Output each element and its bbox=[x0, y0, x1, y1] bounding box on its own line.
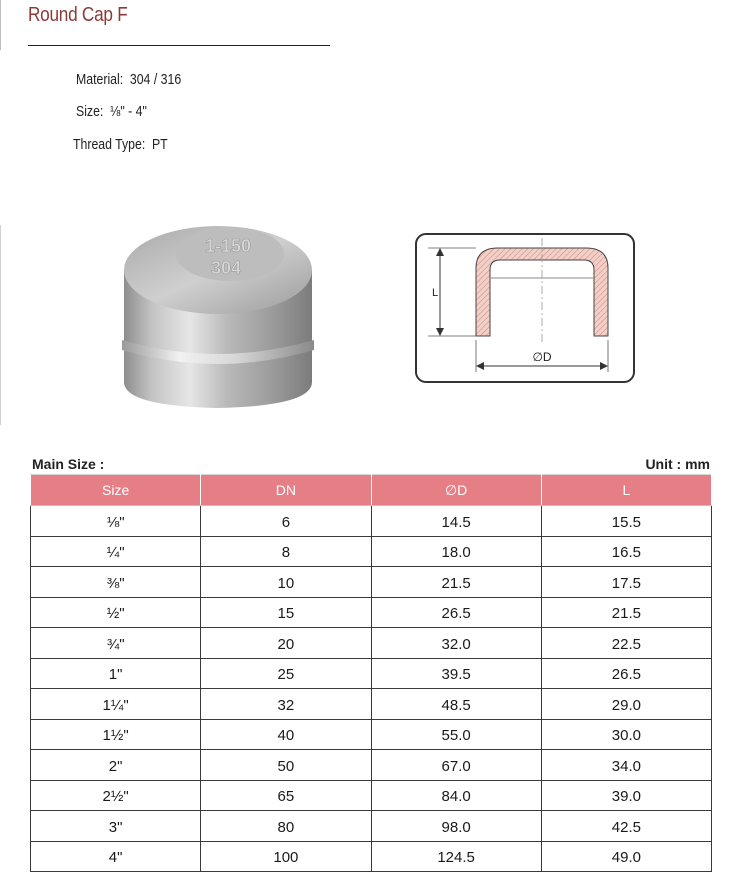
cell-size: ⅛" bbox=[31, 506, 201, 537]
cell-length: 49.0 bbox=[541, 841, 711, 872]
spec-value: PT bbox=[151, 136, 168, 153]
spec-label: Thread Type bbox=[73, 136, 142, 153]
cell-dn: 32 bbox=[201, 689, 371, 720]
cell-size: 1" bbox=[31, 658, 201, 689]
column-header-length: L bbox=[541, 475, 711, 506]
cell-diameter: 21.5 bbox=[371, 567, 541, 598]
cell-diameter: 84.0 bbox=[371, 780, 541, 811]
cell-dn: 65 bbox=[201, 780, 371, 811]
cell-length: 21.5 bbox=[541, 597, 711, 628]
table-row bbox=[31, 628, 712, 659]
cell-size: ¾" bbox=[31, 628, 201, 659]
cell-dn: 40 bbox=[201, 719, 371, 750]
spec-thread-type bbox=[73, 136, 168, 153]
cell-dn: 15 bbox=[201, 597, 371, 628]
cell-diameter: 39.5 bbox=[371, 658, 541, 689]
cap-marking-size: 1-150 bbox=[204, 236, 252, 256]
column-header-dn: DN bbox=[201, 475, 371, 506]
spec-colon: : bbox=[99, 103, 104, 120]
column-header-diameter: ∅D bbox=[371, 475, 541, 506]
cell-size: 4" bbox=[31, 841, 201, 872]
table-header-row bbox=[31, 475, 712, 506]
table-row bbox=[31, 567, 712, 598]
table-row bbox=[31, 780, 712, 811]
cell-dn: 25 bbox=[201, 658, 371, 689]
cell-size: 1¼" bbox=[31, 689, 201, 720]
product-photo bbox=[112, 222, 332, 412]
cell-length: 39.0 bbox=[541, 780, 711, 811]
spec-label: Material bbox=[76, 71, 120, 88]
spec-colon: : bbox=[119, 71, 124, 88]
cap-marking-material: 304 bbox=[210, 258, 242, 278]
cell-dn: 80 bbox=[201, 811, 371, 842]
table-row bbox=[31, 750, 712, 781]
cell-diameter: 124.5 bbox=[371, 841, 541, 872]
table-row bbox=[31, 811, 712, 842]
cell-length: 42.5 bbox=[541, 811, 711, 842]
cell-length: 34.0 bbox=[541, 750, 711, 781]
spec-size bbox=[76, 103, 147, 120]
table-row bbox=[31, 841, 712, 872]
cell-size: ½" bbox=[31, 597, 201, 628]
cell-diameter: 18.0 bbox=[371, 536, 541, 567]
column-header-size: Size bbox=[31, 475, 201, 506]
cell-dn: 6 bbox=[201, 506, 371, 537]
cell-size: ¼" bbox=[31, 536, 201, 567]
cell-size: 2" bbox=[31, 750, 201, 781]
cell-length: 22.5 bbox=[541, 628, 711, 659]
cell-length: 26.5 bbox=[541, 658, 711, 689]
table-caption-main-size: Main Size : bbox=[32, 456, 105, 472]
cell-size: 1½" bbox=[31, 719, 201, 750]
left-edge-rule bbox=[0, 225, 1, 425]
diameter-label: ∅D bbox=[532, 350, 552, 364]
cell-dn: 100 bbox=[201, 841, 371, 872]
cell-diameter: 98.0 bbox=[371, 811, 541, 842]
cell-dn: 10 bbox=[201, 567, 371, 598]
table-row bbox=[31, 719, 712, 750]
cell-diameter: 14.5 bbox=[371, 506, 541, 537]
table-row bbox=[31, 658, 712, 689]
cell-diameter: 67.0 bbox=[371, 750, 541, 781]
cell-size: 3" bbox=[31, 811, 201, 842]
table-row bbox=[31, 536, 712, 567]
cell-length: 16.5 bbox=[541, 536, 711, 567]
title-underline bbox=[28, 45, 330, 46]
cell-dn: 50 bbox=[201, 750, 371, 781]
cell-size: ⅜" bbox=[31, 567, 201, 598]
cell-length: 30.0 bbox=[541, 719, 711, 750]
cell-diameter: 32.0 bbox=[371, 628, 541, 659]
page-title: Round Cap F bbox=[28, 4, 128, 26]
cell-diameter: 55.0 bbox=[371, 719, 541, 750]
cell-diameter: 26.5 bbox=[371, 597, 541, 628]
table-caption-unit: Unit : mm bbox=[645, 456, 710, 472]
length-label: L bbox=[432, 287, 439, 299]
spec-material bbox=[76, 71, 181, 88]
table-row bbox=[31, 597, 712, 628]
table-row bbox=[31, 506, 712, 537]
cell-size: 2½" bbox=[31, 780, 201, 811]
cell-length: 17.5 bbox=[541, 567, 711, 598]
cell-dn: 20 bbox=[201, 628, 371, 659]
left-edge-rule bbox=[0, 0, 1, 50]
cell-diameter: 48.5 bbox=[371, 689, 541, 720]
spec-colon: : bbox=[141, 136, 146, 153]
cell-length: 15.5 bbox=[541, 506, 711, 537]
cell-dn: 8 bbox=[201, 536, 371, 567]
table-row bbox=[31, 689, 712, 720]
spec-label: Size bbox=[76, 103, 100, 120]
cell-length: 29.0 bbox=[541, 689, 711, 720]
spec-value: ⅛" - 4" bbox=[110, 103, 147, 120]
cross-section-drawing bbox=[414, 232, 636, 384]
spec-value: 304 / 316 bbox=[129, 71, 182, 88]
dimensions-table bbox=[30, 474, 712, 872]
